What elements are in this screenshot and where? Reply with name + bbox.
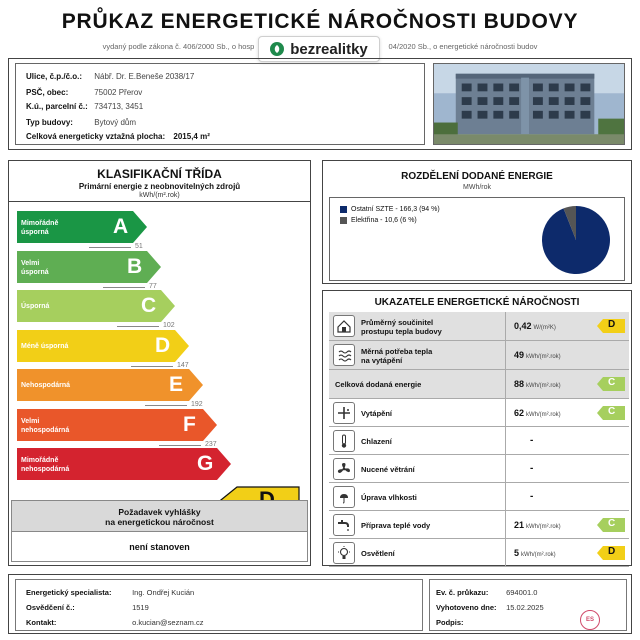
indicator-value-cell (505, 427, 629, 455)
indicator-value (514, 321, 556, 331)
heat-waves-icon (333, 344, 355, 366)
indicator-name (361, 318, 442, 336)
class-band-c (17, 290, 177, 322)
indicator-grade-letter: D (608, 319, 616, 330)
indicator-grade-d (597, 546, 625, 560)
reg-value: 694001.0 (506, 588, 538, 597)
indicator-value-cell (505, 539, 629, 567)
class-label-line1: Mimořádně (21, 457, 59, 464)
certificate-info (429, 579, 627, 631)
class-limit-line (159, 445, 201, 446)
class-band-f (17, 409, 219, 441)
class-letter-b: B (127, 254, 143, 278)
indicator-row (329, 483, 629, 511)
class-label-c (21, 302, 49, 311)
indicator-name (361, 347, 432, 365)
class-label-b (21, 259, 49, 277)
indicator-value-cell (505, 511, 629, 539)
date-row (436, 603, 544, 612)
building-details (15, 63, 425, 145)
indicator-name-line1: Nucené větrání (361, 465, 415, 474)
street-row (26, 72, 194, 81)
radiator-icon (333, 402, 355, 424)
footer-panel (8, 574, 632, 634)
legend-label-electricity: Elektřina - 10,6 (6 %) (351, 217, 417, 224)
area-label: Celková energeticky vztažná plocha: (26, 132, 166, 141)
indicator-name (335, 380, 421, 389)
indicator-name-line1: Chlazení (361, 437, 392, 446)
indicator-row (329, 455, 629, 483)
indicators-title: UKAZATELE ENERGETICKÉ NÁROČNOSTI (374, 297, 580, 308)
indicator-grade-d (597, 319, 625, 333)
parcel-label: K.ú., parcelní č.: (26, 102, 88, 111)
indicator-value-cell (505, 341, 629, 370)
indicator-name (361, 493, 417, 502)
class-label-line1: Velmi (21, 417, 40, 425)
house-insulation-icon (333, 315, 355, 337)
indicator-grade-c (597, 406, 625, 420)
class-label-a (21, 219, 58, 237)
indicator-row (329, 341, 629, 370)
class-label-line1: Velmi (21, 259, 40, 267)
class-limit-line (103, 287, 145, 288)
indicator-name-line1: Celková dodaná energie (335, 380, 422, 389)
building-photo (433, 63, 625, 145)
classification-subtitle: Primární energie z neobnovitelných zdrojů (78, 182, 241, 191)
class-band-g (17, 448, 233, 480)
class-label-line1: Úsporná (21, 303, 50, 310)
class-limit-line (117, 326, 159, 327)
watermark-text: bezrealitky (290, 40, 368, 58)
class-label-line2: úsporná (21, 268, 49, 276)
specialist-label: Energetický specialista: (26, 588, 112, 597)
stamp-icon: ES (580, 610, 600, 630)
class-letter-d: D (155, 333, 171, 357)
indicator-value (514, 350, 561, 360)
class-limit-value: 77 (149, 282, 157, 290)
classification-panel (8, 160, 311, 566)
sign-row (436, 618, 464, 627)
indicator-value (514, 408, 561, 418)
pie-chart (540, 204, 612, 276)
distribution-title: ROZDĚLENÍ DODANÉ ENERGIE (401, 171, 553, 182)
indicator-grade-c (597, 518, 625, 532)
requirement-line2: na energetickou náročnost (105, 517, 214, 527)
indicator-row (329, 511, 629, 539)
indicator-grade-letter: C (608, 377, 616, 388)
classification-unit: kWh/(m².rok) (139, 192, 180, 199)
fan-icon (333, 458, 355, 480)
date-value: 15.02.2025 (506, 603, 544, 612)
indicator-name (361, 409, 392, 418)
classification-title: KLASIFIKAČNÍ TŘÍDA (97, 167, 222, 181)
indicator-name (361, 549, 395, 558)
class-label-line2: úsporná (21, 229, 49, 236)
class-limit-value: 192 (191, 401, 203, 408)
type-label: Typ budovy: (26, 118, 73, 127)
indicator-name-line1: Průměrný součinitel (361, 318, 434, 327)
indicator-grade-letter: D (608, 546, 616, 557)
legend-swatch-szte (340, 206, 347, 213)
distribution-chart (329, 197, 625, 281)
class-band-e (17, 369, 205, 401)
area-row (26, 132, 210, 141)
requirement-header (11, 500, 308, 532)
indicator-name (361, 521, 430, 530)
class-letter-a: A (113, 215, 129, 238)
indicator-grade-c (597, 377, 625, 391)
class-letter-g: G (197, 452, 214, 475)
sign-label: Podpis: (436, 618, 464, 627)
indicator-row (329, 539, 629, 567)
class-limit-value: 147 (177, 361, 189, 369)
indicator-value (514, 548, 556, 558)
legend-item-electricity (340, 217, 417, 224)
legend-item-szte (340, 206, 440, 213)
contact-row (26, 618, 204, 627)
indicator-value: - (530, 463, 534, 474)
class-label-d (21, 342, 68, 351)
class-band-b (17, 251, 163, 283)
cert-value: 1519 (132, 603, 149, 612)
specialist-value: Ing. Ondřej Kucián (132, 588, 195, 597)
street-label: Ulice, č.p./č.o.: (26, 72, 83, 81)
class-limit-value: 237 (205, 440, 217, 448)
indicator-name (361, 465, 415, 474)
indicator-value-cell (505, 370, 629, 399)
indicator-number: 62 (514, 408, 525, 418)
class-limit-value: 102 (163, 322, 175, 329)
class-band-a (17, 211, 149, 243)
class-label-line2: nehospodárná (21, 466, 70, 473)
class-letter-f: F (183, 412, 196, 436)
class-label-f (21, 417, 69, 435)
street-value: Nábř. Dr. E.Beneše 2038/17 (94, 72, 195, 81)
indicator-name-line1: Příprava teplé vody (361, 521, 431, 530)
indicator-value (514, 379, 561, 389)
class-label-line2: nehospodárná (21, 426, 70, 434)
energy-distribution-panel (322, 160, 632, 284)
indicator-unit: kWh/(m².rok) (526, 383, 561, 389)
indicator-name (361, 437, 392, 446)
indicator-value-cell (505, 312, 629, 341)
indicator-name-line1: Měrná potřeba tepla (361, 347, 433, 356)
class-label-e (21, 381, 70, 390)
building-info (8, 58, 632, 150)
indicator-name-line1: Vytápění (361, 409, 392, 418)
date-label: Vyhotoveno dne: (436, 603, 497, 612)
legend-swatch-electricity (340, 217, 347, 224)
city-value: 75002 Přerov (94, 88, 143, 97)
leaf-logo-icon (270, 42, 284, 56)
indicator-number: 5 (514, 548, 520, 558)
indicator-value-cell (505, 483, 629, 511)
indicator-value: - (530, 491, 534, 502)
indicator-unit: kWh/(m².rok) (526, 524, 561, 530)
indicator-unit: kWh/(m².rok) (521, 552, 556, 558)
subtitle-right: 04/2020 Sb., o energetické náročnosti budov (388, 42, 538, 51)
subtitle-left: vydaný podle zákona č. 406/2000 Sb., o hosp (102, 42, 255, 51)
class-letter-c: C (141, 294, 157, 317)
requirement-line1: Požadavek vyhlášky (118, 507, 201, 517)
specialist-info (15, 579, 423, 631)
thermometer-icon (333, 430, 355, 452)
class-band-d (17, 330, 191, 362)
parcel-value: 734713, 3451 (94, 102, 144, 111)
class-label-g (21, 456, 69, 474)
indicator-value-cell (505, 399, 629, 427)
class-letter-e: E (169, 373, 184, 396)
contact-value: o.kucian@seznam.cz (132, 618, 204, 627)
class-label-line1: Nehospodárná (21, 382, 71, 389)
class-label-line1: Méně úsporná (21, 342, 69, 350)
lightbulb-icon (333, 542, 355, 564)
city-row (26, 88, 142, 97)
class-limit-line (145, 405, 187, 406)
classification-divider (9, 201, 310, 202)
distribution-unit: MWh/rok (463, 184, 491, 191)
area-value: 2015,4 m² (173, 132, 210, 141)
cert-label: Osvědčení č.: (26, 603, 75, 612)
indicator-number: 88 (514, 379, 525, 389)
type-row (26, 118, 136, 127)
city-label: PSČ, obec: (26, 88, 69, 97)
indicator-row (329, 312, 629, 341)
contact-label: Kontakt: (26, 618, 57, 627)
indicator-unit: kWh/(m².rok) (526, 354, 561, 360)
humidity-icon (333, 486, 355, 508)
indicator-row (329, 370, 629, 399)
indicator-name-line2: na vytápění (361, 356, 403, 365)
specialist-row (26, 588, 194, 597)
legend-label-szte: Ostatní SZTE - 166,3 (94 %) (351, 206, 440, 213)
indicator-name-line1: Osvětlení (361, 549, 395, 558)
indicator-name-line1: Úprava vlhkosti (361, 493, 417, 502)
indicator-value: - (530, 435, 534, 446)
indicator-number: 49 (514, 350, 525, 360)
indicator-value (514, 520, 561, 530)
indicator-unit: W/(m²K) (533, 325, 556, 331)
indicator-name-line2: prostupu tepla budovy (361, 327, 442, 336)
parcel-row (26, 102, 143, 111)
type-value: Bytový dům (94, 118, 137, 127)
class-limit-line (131, 366, 173, 367)
reg-row (436, 588, 537, 597)
indicator-row (329, 427, 629, 455)
class-limit-line (89, 247, 131, 248)
indicator-number: 21 (514, 520, 525, 530)
indicator-number: 0,42 (514, 321, 532, 331)
indicators-panel (322, 290, 632, 566)
class-label-line1: Mimořádně (21, 220, 59, 227)
indicator-grade-letter: C (608, 518, 616, 529)
faucet-icon (333, 514, 355, 536)
class-limit-value: 51 (135, 243, 143, 250)
cert-row (26, 603, 149, 612)
indicator-unit: kWh/(m².rok) (526, 412, 561, 418)
page-title: PRŮKAZ ENERGETICKÉ NÁROČNOSTI BUDOVY (61, 10, 579, 33)
requirement-value: není stanoven (11, 532, 308, 562)
indicator-value-cell (505, 455, 629, 483)
indicator-grade-letter: C (608, 406, 616, 417)
indicator-row (329, 399, 629, 427)
reg-label: Ev. č. průkazu: (436, 588, 489, 597)
